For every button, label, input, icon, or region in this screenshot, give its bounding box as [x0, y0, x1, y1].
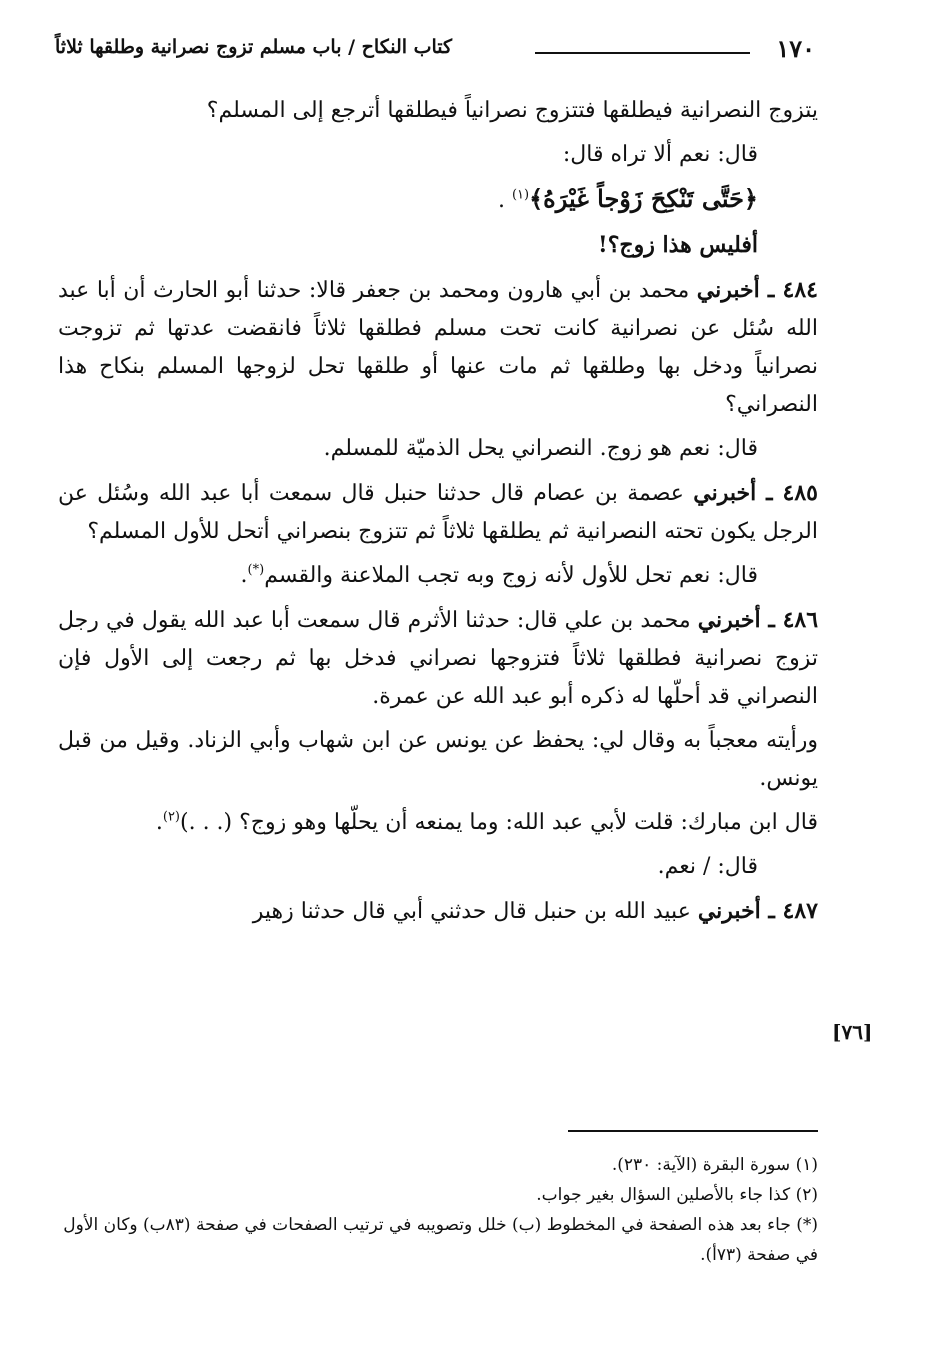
hadith-487 [58, 892, 818, 931]
text: قال: نعم ألا تراه قال: [562, 142, 758, 167]
answer: قال: نعم تحل للأول لأنه زوج وبه تجب الملاعنة والقسم(*). [240, 562, 758, 588]
footnote: (٢) كذا جاء بالأصلين السؤال بغير جواب. [536, 1185, 818, 1205]
footnote: (١) سورة البقرة (الآية: ٢٣٠). [611, 1155, 818, 1175]
hadith-484 [58, 271, 818, 424]
text: قال: نعم هو زوج. النصراني يحل الذميّة للمسلم. [323, 436, 758, 461]
answer [58, 848, 818, 886]
paragraph [58, 226, 818, 265]
hadith-485 [58, 474, 818, 551]
footnote-separator [568, 1130, 818, 1132]
text: قال ابن مبارك: قلت لأبي عبد الله: وما يمنعه أن يحلّها وهو زوج؟ (. . .) [180, 810, 818, 835]
text: قال: نعم تحل للأول لأنه زوج وبه تجب الملاعنة والقسم [264, 563, 758, 588]
hadith-text: عبيد الله بن حنبل قال حدثني أبي قال حدثنا زهير [252, 899, 691, 924]
hadith-number: ٤٨٥ ـ أخبرني [693, 480, 818, 506]
paragraph [58, 136, 818, 174]
paragraph: قال ابن مبارك: قلت لأبي عبد الله: وما يمنعه أن يحلّها وهو زوج؟ (. . .)$^{(٢)}$. [155, 809, 818, 835]
paragraph [58, 722, 818, 798]
footnote-marker: (١) [511, 187, 530, 203]
hadith-number: ٤٨٧ ـ أخبرني [697, 898, 818, 924]
text: أفليس هذا زوج؟! [598, 232, 758, 258]
hadith-486 [58, 601, 818, 716]
footnote: (*) جاء بعد هذه الصفحة في المخطوط (ب) خلل وتصويبه في ترتيب الصفحات في صفحة (٨٣ب) وكان الأول في صفحة (٧٣أ). [63, 1215, 818, 1265]
page-header [55, 30, 815, 70]
text: ورأيته معجباً به وقال لي: يحفظ عن يونس عن ابن شهاب وأبي الزناد. وقيل من قبل يونس. [58, 728, 818, 791]
text: يتزوج النصرانية فيطلقها فتتزوج نصرانياً فيطلقها أترجع إلى المسلم؟ [206, 98, 818, 123]
footnote-marker: (*) [247, 562, 265, 578]
answer [58, 430, 818, 468]
hadith-number: ٤٨٤ ـ أخبرني [696, 277, 818, 303]
manuscript-folio-ref: [٧٦] [832, 1020, 873, 1044]
running-title: كتاب النكاح / باب مسلم تزوج نصرانية وطلقها ثلاثاً [55, 36, 453, 58]
footnotes [58, 1150, 818, 1270]
main-text [58, 92, 818, 937]
hadith-text: محمد بن أبي هارون ومحمد بن جعفر قالا: حدثنا أبو الحارث أن أبا عبد الله سُئل عن نصرانية كانت تحت مسلم فطلقها ثلاثاً فانقضت عدتها ثم تزوجت نصرانياً ودخل بها وطلقها ثم مات عنها أو طلقها تحل لزوجها المسلم بنكاح هذا النصراني؟ [58, 278, 818, 417]
hadith-text: عصمة بن عصام قال حدثنا حنبل قال سمعت أبا عبد الله وسُئل عن الرجل يكون تحته النصرانية ثم يطلقها ثلاثاً ثم تتزوج بنصراني أتحل للأول المسلم؟ [58, 481, 818, 544]
hadith-number: ٤٨٦ ـ أخبرني [697, 607, 819, 633]
verse-text: ﴿حَتَّى تَنْكِحَ زَوْجاً غَيْرَهُ﴾ [529, 184, 758, 213]
paragraph [58, 92, 818, 130]
hadith-text: محمد بن علي قال: حدثنا الأثرم قال سمعت أبا عبد الله يقول في رجل تزوج نصرانية فطلقها ثلاثاً فتزوجها نصراني فدخل بها ثم رجعت إلى الأول فإن النصراني قد أحلّها له ذكره أبو عبد الله عن عمرة. [58, 608, 818, 709]
footnote-marker: (٢) [162, 809, 180, 825]
header-rule [535, 52, 750, 54]
page-number: ١٧٠ [776, 34, 815, 63]
quran-verse: ﴿حَتَّى تَنْكِحَ زَوْجاً غَيْرَهُ﴾$^{(١)}$ . [497, 184, 758, 213]
text: قال: / نعم. [657, 854, 758, 879]
